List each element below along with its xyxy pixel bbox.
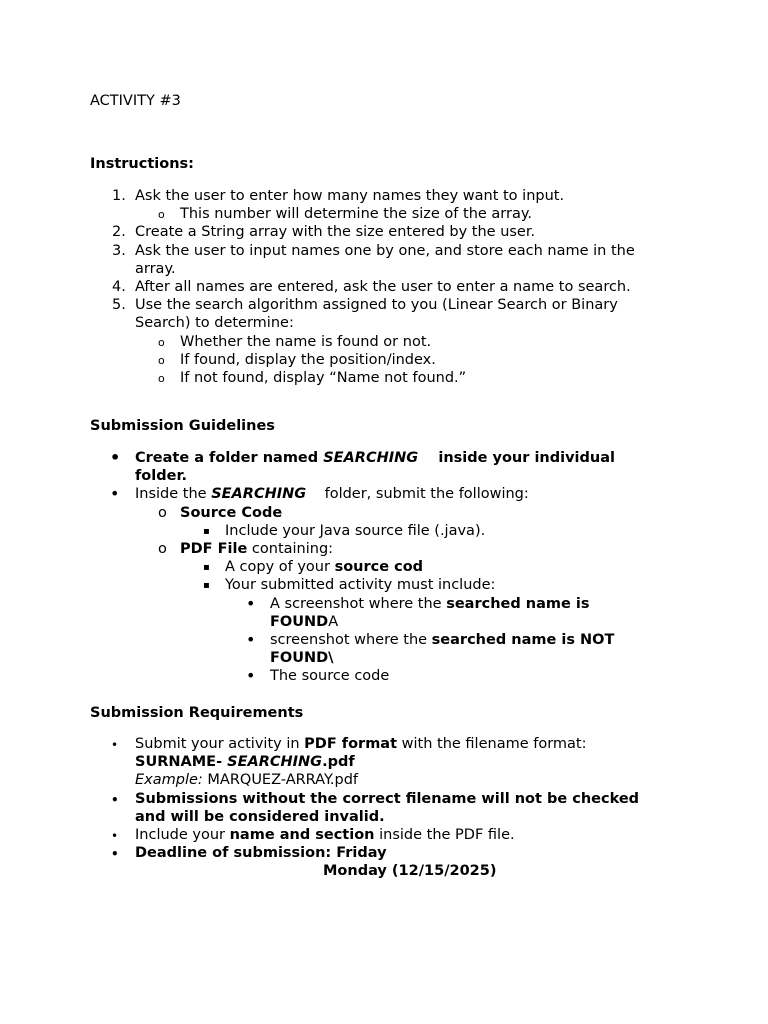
bullet-icon: •	[110, 448, 121, 467]
list-item	[90, 296, 690, 332]
guideline-subtext: Your submitted activity must include:	[225, 577, 496, 594]
circle-bullet-icon: o	[158, 372, 165, 386]
list-item	[90, 522, 690, 540]
instruction-text: Ask the user to input names one by one, and store each name in the	[135, 242, 635, 259]
guideline-text: Create a folder named SEARCHING inside your individual	[135, 450, 615, 466]
guideline-detail-continued: FOUND\	[270, 650, 334, 667]
circle-bullet-icon: o	[158, 335, 165, 349]
list-number: 1.	[112, 188, 126, 204]
guideline-subtext: Include your Java source file (.java).	[225, 522, 486, 539]
list-item	[90, 369, 690, 387]
list-item	[90, 187, 690, 205]
list-item	[90, 449, 690, 485]
source-code-label: Source Code	[180, 504, 283, 521]
list-item	[90, 631, 690, 667]
list-item	[90, 576, 690, 594]
list-number: 4.	[112, 279, 126, 296]
activity-title: ACTIVITY #3	[90, 93, 181, 109]
guideline-detail: A screenshot where the searched name is	[270, 595, 590, 612]
instruction-text-continued: Search) to determine:	[135, 315, 294, 332]
instruction-text-continued: array.	[135, 260, 176, 277]
requirement-text: Submissions without the correct filename will not be checked	[135, 790, 640, 807]
square-bullet-icon: ▪	[203, 580, 210, 592]
list-item	[90, 205, 690, 223]
instruction-text: Ask the user to enter how many names they want to input.	[135, 188, 565, 204]
guidelines-list	[90, 449, 690, 686]
list-item	[90, 595, 690, 631]
instruction-text: Use the search algorithm assigned to you (Linear Search or Binary	[135, 297, 618, 314]
guideline-subtext: A copy of your source cod	[225, 559, 424, 576]
bullet-icon: •	[111, 847, 119, 862]
square-bullet-icon: ▪	[203, 562, 210, 574]
list-item	[90, 558, 690, 576]
filename-format: SURNAME- SEARCHING.pdf	[135, 754, 355, 771]
guideline-detail: The source code	[270, 668, 390, 685]
list-item	[90, 826, 690, 844]
guideline-detail-continued: FOUNDA	[270, 613, 339, 630]
bullet-icon: •	[110, 484, 120, 504]
guidelines-heading: Submission Guidelines	[90, 418, 275, 434]
list-item	[90, 735, 690, 790]
list-item	[90, 333, 690, 351]
circle-bullet-icon: o	[158, 208, 165, 222]
circle-bullet-icon: o	[158, 353, 165, 367]
instruction-subtext: If found, display the position/index.	[180, 351, 436, 368]
bullet-icon: •	[111, 829, 119, 844]
pdf-file-text: PDF File containing:	[180, 541, 334, 558]
requirement-text: Include your name and section inside the PDF file.	[135, 827, 515, 844]
instruction-text: After all names are entered, ask the user to enter a name to search.	[135, 279, 631, 296]
deadline-text: Deadline of submission: Friday	[135, 845, 387, 862]
circle-bullet-icon: o	[158, 541, 167, 558]
guideline-text: Inside the SEARCHING folder, submit the following:	[135, 486, 529, 503]
instructions-heading: Instructions:	[90, 156, 194, 172]
list-item	[90, 667, 690, 685]
requirements-heading: Submission Requirements	[90, 705, 304, 721]
requirement-text: Submit your activity in PDF format with the filename format:	[135, 736, 587, 752]
requirement-text-continued: and will be considered invalid.	[135, 808, 385, 825]
list-number: 5.	[112, 297, 126, 314]
bullet-icon: •	[246, 593, 256, 613]
instruction-text: Create a String array with the size entered by the user.	[135, 224, 536, 241]
bullet-icon: •	[246, 630, 256, 650]
requirements-list	[90, 735, 690, 862]
list-item	[90, 242, 690, 278]
list-item	[90, 485, 690, 503]
list-item	[90, 844, 690, 862]
filename-example: Example: MARQUEZ-ARRAY.pdf	[135, 772, 359, 789]
list-item	[90, 504, 690, 522]
guideline-detail: screenshot where the searched name is NOT	[270, 632, 615, 649]
guideline-text-continued: folder.	[135, 468, 188, 485]
list-item	[90, 351, 690, 369]
deadline-date: Monday (12/15/2025)	[323, 863, 497, 879]
bullet-icon: •	[246, 666, 256, 686]
instructions-list	[90, 187, 690, 387]
list-number: 2.	[112, 224, 126, 241]
circle-bullet-icon: o	[158, 504, 167, 521]
list-number: 3.	[112, 242, 126, 259]
instruction-subtext: If not found, display “Name not found.”	[180, 370, 467, 387]
bullet-icon: •	[111, 792, 119, 807]
square-bullet-icon: ▪	[203, 525, 210, 537]
bullet-icon: •	[111, 738, 119, 752]
list-item	[90, 540, 690, 558]
instruction-subtext: Whether the name is found or not.	[180, 333, 432, 350]
list-item	[90, 223, 690, 241]
list-item	[90, 278, 690, 296]
list-item	[90, 790, 690, 826]
instruction-subtext: This number will determine the size of the array.	[180, 206, 532, 223]
